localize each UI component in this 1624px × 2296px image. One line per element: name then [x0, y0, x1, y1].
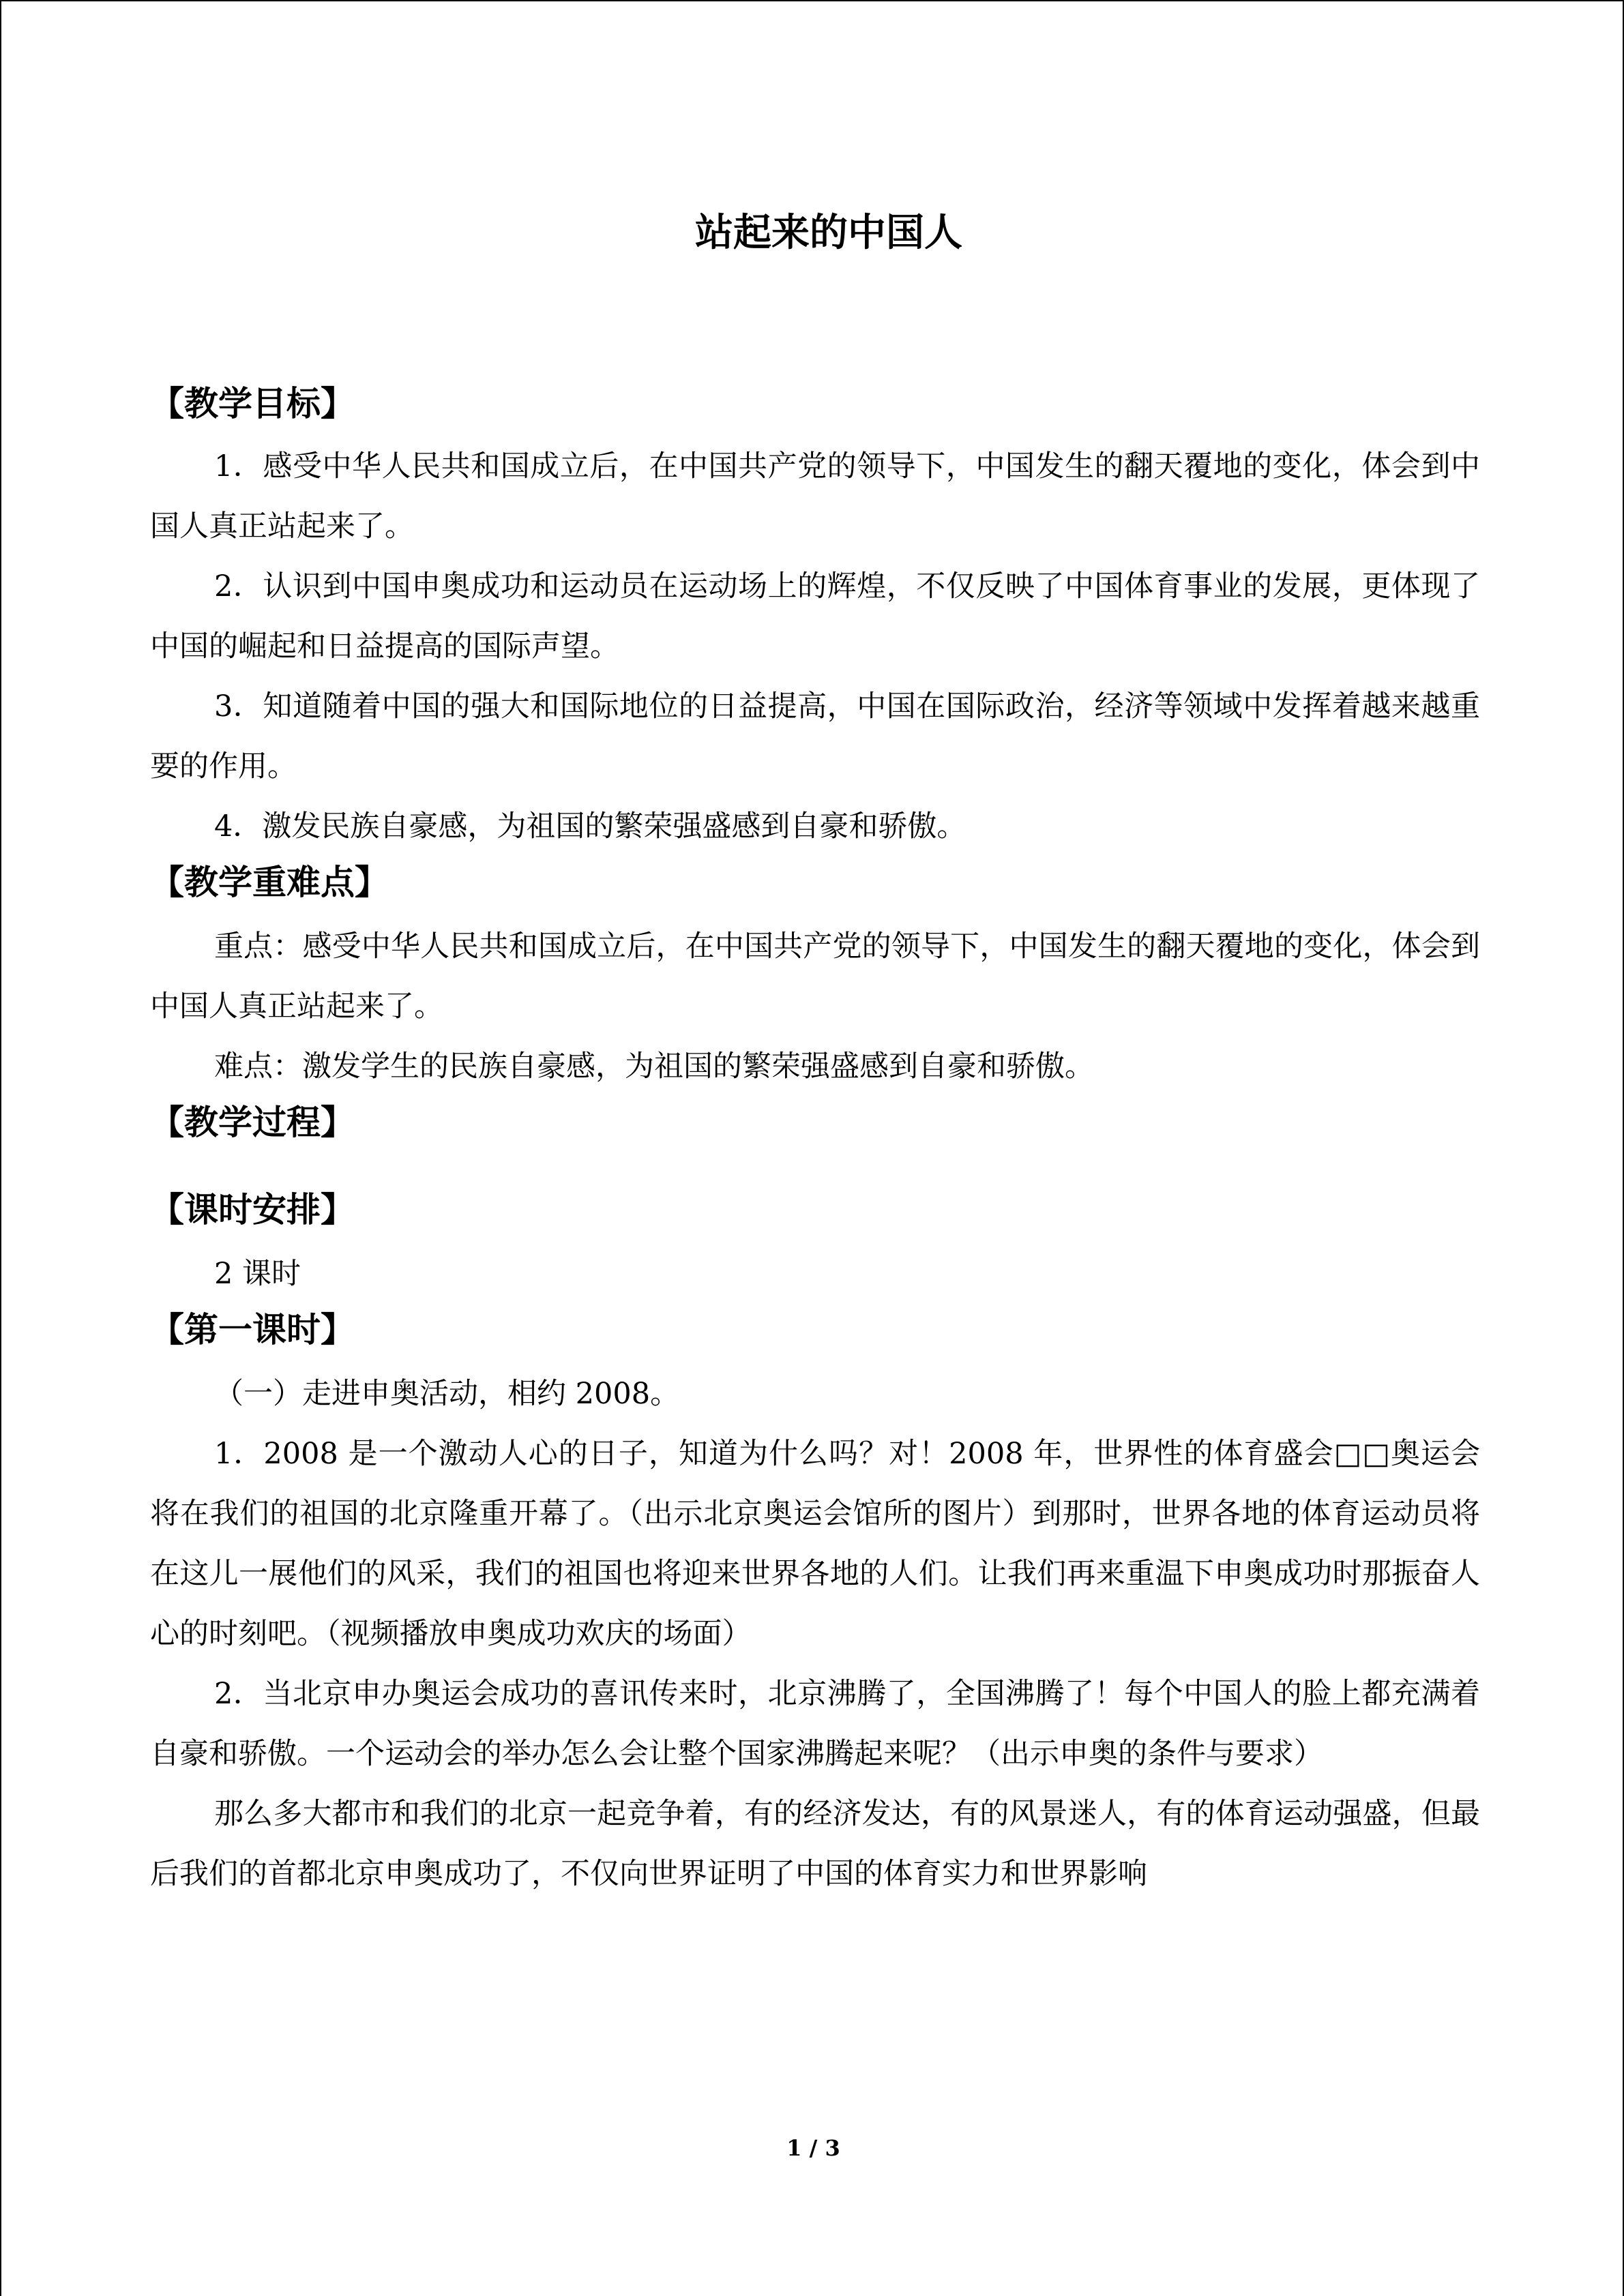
objectives-heading: 【教学目标】: [150, 384, 355, 423]
lesson1-paragraph-3: 那么多大都市和我们的北京一起竞争着，有的经济发达，有的风景迷人，有的体育运动强盛，但最后我们的首都北京申奥成功了，不仅向世界证明了中国的体育实力和世界影响: [150, 1797, 1480, 1891]
page-number: 1 / 3: [786, 2135, 840, 2161]
lesson1-heading: 【第一课时】: [150, 1310, 355, 1350]
objective-item-4: 4．激发民族自豪感，为祖国的繁荣强盛感到自豪和骄傲。: [214, 809, 966, 844]
document-title: 站起来的中国人: [695, 211, 962, 255]
key-points-heading: 【教学重难点】: [150, 863, 389, 902]
objective-item-1: 1．感受中华人民共和国成立后，在中国共产党的领导下，中国发生的翻天覆地的变化，体会到中国人真正站起来了。: [150, 449, 1480, 543]
schedule-heading: 【课时安排】: [150, 1190, 355, 1229]
key-point-focus: 重点：感受中华人民共和国成立后，在中国共产党的领导下，中国发生的翻天覆地的变化，体会到中国人真正站起来了。: [150, 929, 1480, 1024]
lesson1-paragraph-1: 1．2008 是一个激动人心的日子，知道为什么吗？对！2008 年，世界性的体育盛会□□奥运会将在我们的祖国的北京隆重开幕了。（出示北京奥运会馆所的图片）到那时，世界各地的体育运动员将在这儿一展他们的风采，我们的祖国也将迎来世界各地的人们。让我们再来重温下申奥成功时那振奋人心的时刻吧。（视频播放申奥成功欢庆的场面）: [150, 1437, 1480, 1651]
objective-item-2: 2．认识到中国申奥成功和运动员在运动场上的辉煌，不仅反映了中国体育事业的发展，更体现了中国的崛起和日益提高的国际声望。: [150, 569, 1480, 664]
lesson1-subheading: （一）走进申奥活动，相约 2008。: [214, 1377, 680, 1411]
objective-item-3: 3．知道随着中国的强大和国际地位的日益提高，中国在国际政治，经济等领域中发挥着越来越重要的作用。: [150, 689, 1480, 784]
process-heading: 【教学过程】: [150, 1103, 355, 1142]
lesson1-paragraph-2: 2．当北京申办奥运会成功的喜讯传来时，北京沸腾了，全国沸腾了！每个中国人的脸上都充满着自豪和骄傲。一个运动会的举办怎么会让整个国家沸腾起来呢？（出示申奥的条件与要求）: [150, 1677, 1480, 1771]
key-point-difficulty: 难点：激发学生的民族自豪感，为祖国的繁荣强盛感到自豪和骄傲。: [214, 1049, 1094, 1084]
document-content: [150, 206, 1480, 1904]
schedule-text: 2 课时: [214, 1257, 301, 1291]
